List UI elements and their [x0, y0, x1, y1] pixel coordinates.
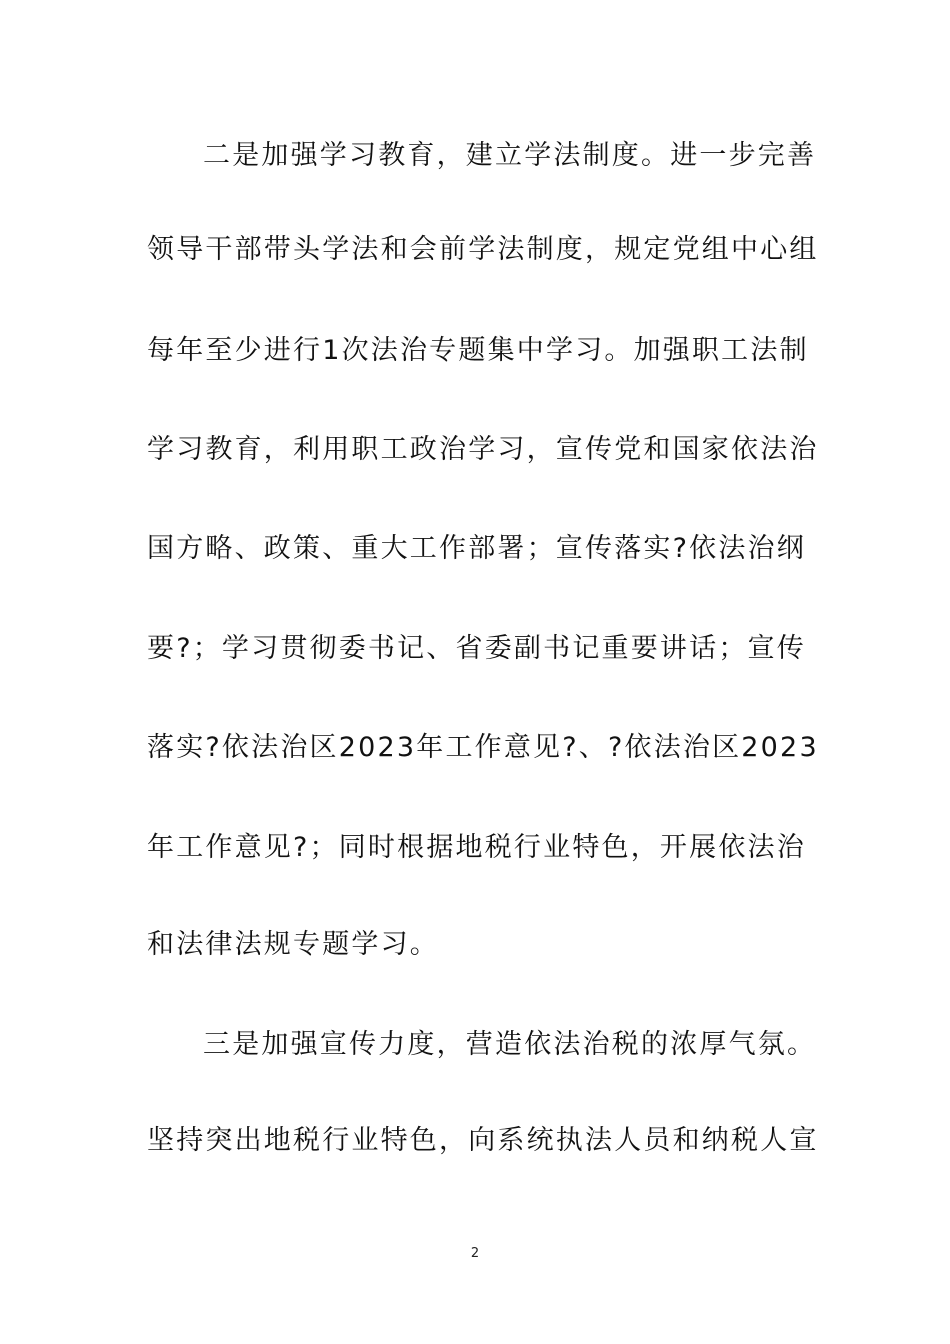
paragraph-2-line-3: 每年至少进行1次法治专题集中学习。加强职工法制 [147, 335, 809, 366]
page-number: 2 [470, 1246, 480, 1261]
paragraph-3-line-2: 坚持突出地税行业特色，向系统执法人员和纳税人宣 [147, 1125, 819, 1156]
paragraph-2-line-5: 国方略、政策、重大工作部署；宣传落实?依法治纲 [147, 533, 806, 564]
paragraph-2-line-4: 学习教育，利用职工政治学习，宣传党和国家依法治 [147, 434, 819, 465]
paragraph-2-line-2: 领导干部带头学法和会前学法制度，规定党组中心组 [147, 234, 819, 265]
paragraph-3-line-1: 三是加强宣传力度，营造依法治税的浓厚气氛。 [203, 1029, 817, 1060]
paragraph-2-line-1: 二是加强学习教育，建立学法制度。进一步完善 [203, 140, 817, 171]
paragraph-2-line-7: 落实?依法治区2023年工作意见?、?依法治区2023 [147, 732, 819, 763]
paragraph-2-line-6: 要?；学习贯彻委书记、省委副书记重要讲话；宣传 [147, 633, 806, 664]
paragraph-2-line-9: 和法律法规专题学习。 [147, 929, 439, 960]
paragraph-2-line-8: 年工作意见?；同时根据地税行业特色，开展依法治 [147, 832, 806, 863]
